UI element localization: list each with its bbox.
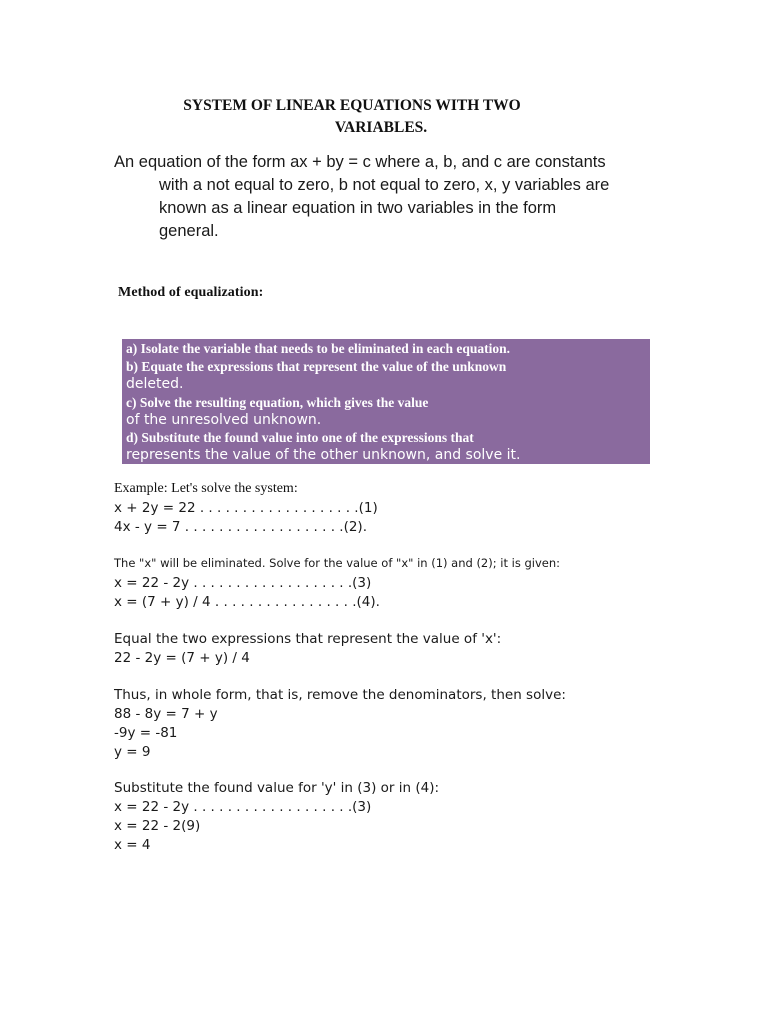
result-step-1: x = 22 - 2y . . . . . . . . . . . . . . . . . . .(3) [114, 799, 372, 815]
intro-line-2: with a not equal to zero, b not equal to zero, x, y variables are [159, 176, 610, 194]
substitute-instruction: Substitute the found value for 'y' in (3) or in (4): [114, 780, 440, 796]
equation-4: x = (7 + y) / 4 . . . . . . . . . . . . . . . . .(4). [114, 594, 380, 610]
solve-step-2: -9y = -81 [114, 725, 178, 741]
title-line-1: SYSTEM OF LINEAR EQUATIONS WITH TWO [183, 97, 521, 114]
equal-instruction: Equal the two expressions that represent the value of 'x': [114, 631, 502, 647]
equation-2: 4x - y = 7 . . . . . . . . . . . . . . . . . . .(2). [114, 519, 367, 535]
intro-paragraph [114, 151, 634, 243]
solve-step-1: 88 - 8y = 7 + y [114, 706, 218, 722]
example-intro: Example: Let's solve the system: [114, 481, 298, 496]
intro-line-4: general. [159, 222, 219, 240]
step-a: a) Isolate the variable that needs to be eliminated in each equation. [126, 341, 510, 356]
method-heading: Method of equalization: [118, 285, 264, 300]
equation-3: x = 22 - 2y . . . . . . . . . . . . . . . . . . .(3) [114, 575, 372, 591]
result-step-3: x = 4 [114, 837, 151, 853]
intro-line-1: An equation of the form ax + by = c where a, b, and c are constants [114, 153, 606, 171]
step-d-line-2: represents the value of the other unknown, and solve it. [126, 447, 521, 463]
document-title [0, 95, 704, 139]
equation-1: x + 2y = 22 . . . . . . . . . . . . . . . . . . .(1) [114, 500, 378, 516]
result-step-2: x = 22 - 2(9) [114, 818, 201, 834]
step-c-line-1: c) Solve the resulting equation, which gives the value [126, 395, 429, 410]
elimination-note: The "x" will be eliminated. Solve for the value of "x" in (1) and (2); it is given: [114, 556, 561, 570]
solve-step-3: y = 9 [114, 744, 151, 760]
steps-box [122, 339, 650, 464]
step-d-line-1: d) Substitute the found value into one of the expressions that [126, 430, 474, 445]
step-c-line-2: of the unresolved unknown. [126, 412, 322, 428]
intro-line-3: known as a linear equation in two variables in the form [159, 199, 557, 217]
equal-equation: 22 - 2y = (7 + y) / 4 [114, 650, 250, 666]
thus-instruction: Thus, in whole form, that is, remove the denominators, then solve: [114, 687, 566, 703]
step-b-line-1: b) Equate the expressions that represent the value of the unknown [126, 359, 507, 374]
step-b-line-2: deleted. [126, 376, 184, 392]
title-line-2: VARIABLES. [334, 119, 428, 136]
